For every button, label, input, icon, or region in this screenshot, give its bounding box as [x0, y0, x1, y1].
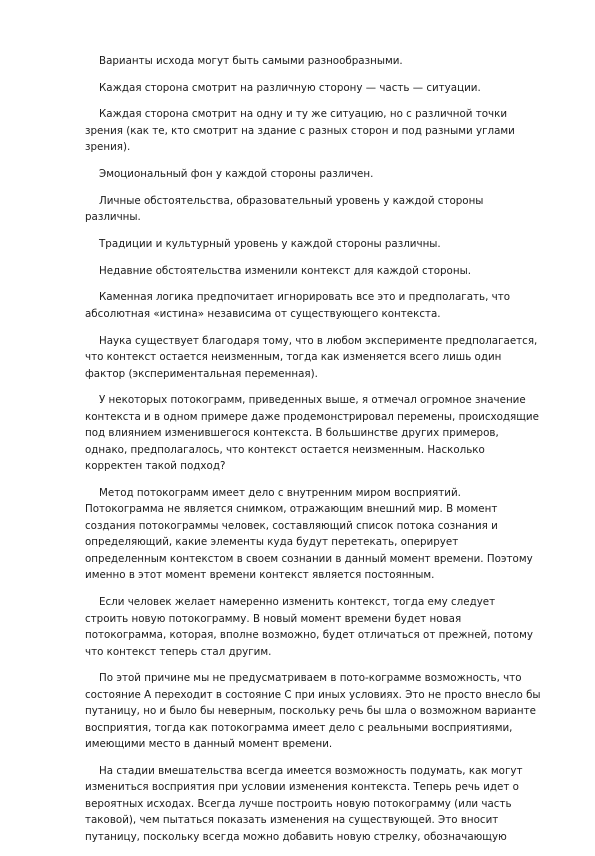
paragraph: Каждая сторона смотрит на одну и ту же ситуацию, но с различной точки зрения (как те, кто смотрит на здание с разных сторон и под разными углами зрения).	[85, 108, 515, 154]
paragraph: Каждая сторона смотрит на различную сторону — часть — ситуации.	[99, 81, 481, 94]
paragraph: Если человек желает намеренно изменить контекст, тогда ему следует строить новую потокограмму. В новый момент времени будет новая потокограмма, которая, вполне возможно, будет отличаться от прежней, потому что контекст теперь стал другим.	[85, 596, 533, 658]
paragraph: Наука существует благодаря тому, что в любом эксперименте предполагается, что контекст остается неизменным, тогда как изменяется всего лишь один фактор (экспериментальная переменная).	[85, 334, 538, 380]
paragraph: Эмоциональный фон у каждой стороны различен.	[99, 168, 374, 181]
paragraph: Личные обстоятельства, образовательный уровень у каждой стороны различны.	[85, 194, 484, 224]
paragraph: Традиции и культурный уровень у каждой стороны различны.	[99, 237, 441, 250]
paragraph: У некоторых потокограмм, приведенных выше, я отмечал огромное значение контекста и в одном примере даже продемонстрировал перемены, происходящие под влиянием изменившегося контекста. В большинстве других примеров, однако, предполагалось, что контекст остается неизменным. Насколько корректен такой подход?	[85, 394, 539, 473]
paragraph: Метод потокограмм имеет дело с внутренним миром восприятий. Потокограмма не является снимком, отражающим внешний мир. В момент создания потокограммы человек, составляющий список потока сознания и определяющий, какие элементы куда будут перетекать, оперирует определенным контекстом в своем сознании в данный момент времени. Поэтому именно в этот момент времени контекст является постоянным.	[85, 486, 533, 582]
paragraph: Варианты исхода могут быть самыми разнообразными.	[99, 55, 403, 67]
paragraph: На стадии вмешательства всегда имеется возможность подумать, как могут измениться восприятия при условии изменения контекста. Теперь речь идет о вероятных исходах. Всегда лучше построить новую потокограмму (или часть таковой), чем пытаться показать изменения на существующей. Это вносит путаницу, поскольку всегда можно добавить новую стрелку, обозначающую	[85, 764, 523, 843]
paragraph: Каменная логика предпочитает игнорировать все это и предполагать, что абсолютная «истина» независима от существующего контекста.	[85, 291, 510, 320]
paragraph: Недавние обстоятельства изменили контекст для каждой стороны.	[99, 264, 471, 277]
text-body	[85, 53, 541, 856]
paragraph: По этой причине мы не предусматриваем в пото-кограмме возможность, что состояние А переходит в состояние С при иных условиях. Это не просто внесло бы путаницу, но и было бы неверным, поскольку речь бы шла о возможном варианте восприятия, тогда как потокограмма имеет дело с реальными восприятиями, имеющими место в данный момент времени.	[85, 672, 541, 751]
